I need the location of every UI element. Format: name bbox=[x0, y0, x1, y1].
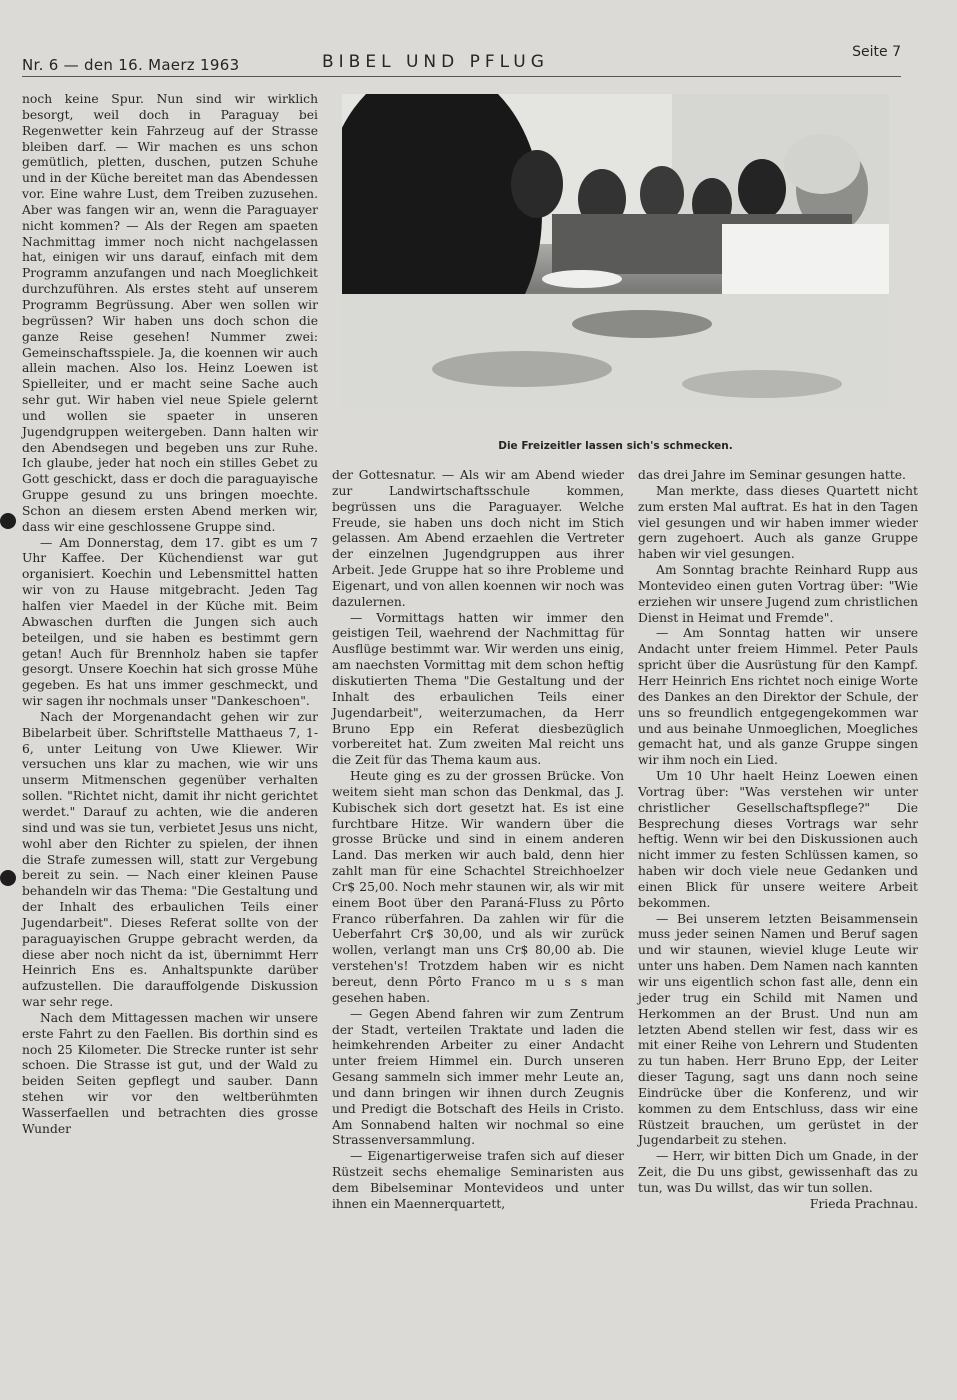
page-header bbox=[22, 44, 901, 78]
paragraph: — Vormittags hatten wir immer den geistigen Teil, waehrend der Nachmittag für Ausflüge bestimmt war. Wir werden uns einig, am naechsten Vormittag mit dem schon heftig diskutierten Thema "Die Gestaltung und der Inhalt des erbaulichen Teils einer Jugendarbeit", weiterzumachen, da Herr Bruno Epp ein Referat diesbezüglich vorbereitet hat. Zum zweiten Mal reicht uns die Zeit für das Thema kaum aus. bbox=[332, 610, 624, 768]
paragraph: Nach dem Mittagessen machen wir unsere erste Fahrt zu den Faellen. Bis dorthin sind es noch 25 Kilometer. Die Strecke runter ist sehr schoen. Die Strasse ist gut, und der Wald zu beiden Seiten gepflegt und sauber. Dann stehen wir vor den weltberühmten Wasserfaellen und betrachten dies grosse Wunder bbox=[22, 1010, 318, 1136]
photo-caption: Die Freizeitler lassen sich's schmecken. bbox=[498, 440, 733, 452]
paragraph bbox=[638, 1149, 918, 1211]
author-signature: Frieda Prachnau. bbox=[809, 1196, 918, 1211]
header-rule bbox=[22, 76, 901, 77]
paragraph: das drei Jahre im Seminar gesungen hatte. bbox=[638, 468, 906, 482]
page-number: Seite 7 bbox=[852, 44, 901, 60]
dining-photo bbox=[342, 94, 889, 410]
paragraph: Man merkte, dass dieses Quartett nicht zum ersten Mal auftrat. Es hat in den Tagen viel gesungen und wir haben immer wieder gern zugehoert. Auch als ganze Gruppe haben wir viel gesungen. bbox=[638, 483, 918, 562]
binder-hole-icon bbox=[0, 513, 16, 529]
paragraph: — Bei unserem letzten Beisammensein muss jeder seinen Namen und Beruf sagen und wir staunen, wieviel kluge Leute wir unter uns haben. Dem Namen nach kannten wir uns eigentlich schon fast alle, denn ein jeder trug ein Schild mit Namen und Herkommen an der Brust. Und nun am letzten Abend stellen wir fest, dass wir es mit einer Reihe von Lehrern und Studenten zu tun haben. Herr Bruno Epp, der Leiter dieser Tagung, sagt uns dann noch seine Eindrücke über die Konferenz, und wir kommen zu dem Entschluss, dass wir eine Rüstzeit brauchen, um gerüstet in der Jugendarbeit zu stehen. bbox=[638, 911, 918, 1148]
paragraph: — Gegen Abend fahren wir zum Zentrum der Stadt, verteilen Traktate und laden die heimkehrenden Arbeiter zu einer Andacht unter freiem Himmel ein. Durch unseren Gesang sammeln sich immer mehr Leute an, und dann bringen wir ihnen durch Zeugnis und Predigt die Botschaft des Heils in Cristo. Am Sonnabend halten wir nochmal so eine Strassenversammlung. bbox=[332, 1006, 624, 1148]
photo-illustration bbox=[342, 94, 889, 410]
paragraph: der Gottesnatur. — Als wir am Abend wieder zur Landwirtschaftsschule kommen, begrüssen uns die Paraguayer. Welche Freude, sie haben uns doch nicht im Stich gelassen. Am Abend erzaehlen die Vertreter der einzelnen Jugendgruppen aus ihrer Arbeit. Jede Gruppe hat so ihre Probleme und Eigenart, und von allen koennen wir noch was dazulernen. bbox=[332, 468, 624, 609]
paragraph: Um 10 Uhr haelt Heinz Loewen einen Vortrag über: "Was verstehen wir unter christlicher Gesellschaftspflege?" Die Besprechung dieses Vortrags war sehr heftig. Wenn wir bei den Diskussionen auch nicht immer zu festen Schlüssen kamen, so haben wir doch viele neue Gedanken und einen Blick für unsere weitere Arbeit bekommen. bbox=[638, 769, 918, 910]
paragraph: — Am Donnerstag, dem 17. gibt es um 7 Uhr Kaffee. Der Küchendienst war gut organisiert. Koechin und Lebensmittel hatten wir von zu Hause mitgebracht. Jeden Tag halfen vier Maedel in der Küche mit. Beim Abwaschen durften die Jungen sich auch beteilgen, und sie haben es bestimmt gern getan! Auch für Brennholz haben sie tapfer gesorgt. Unsere Koechin hat sich grosse Mühe gegeben. Es hat uns immer geschmeckt, und wir sagen ihr nochmals unser "Dankeschoen". bbox=[22, 535, 318, 709]
paragraph: Heute ging es zu der grossen Brücke. Von weitem sieht man schon das Denkmal, das J. Kubischek sich dort gesetzt hat. Es ist eine furchtbare Hitze. Wir wandern über die grosse Brücke und sind in einem anderen Land. Das merken wir auch bald, denn hier zahlt man für eine Schachtel Streichhoelzer Cr$ 25,00. Noch mehr staunen wir, als wir mit einem Boot über den Paraná-Fluss zu Pôrto Franco rüberfahren. Da zahlen wir für die Ueberfahrt Cr$ 30,00, und als wir zurück wollen, verlangt man uns Cr$ 80,00 ab. Die verstehen's! Trotzdem haben wir es nicht bereut, denn Pôrto Franco m u s s man gesehen haben. bbox=[332, 769, 624, 1005]
issue-line: Nr. 6 — den 16. Maerz 1963 bbox=[22, 56, 240, 74]
article-column-1 bbox=[22, 92, 318, 1138]
paragraph: noch keine Spur. Nun sind wir wirklich besorgt, weil doch in Paraguay bei Regenwetter kein Fahrzeug auf der Strasse bleiben darf. — Wir machen es uns schon gemütlich, pletten, duschen, putzen Schuhe und in der Küche bereitet man das Abendessen vor. Eine wahre Lust, dem Treiben zuzusehen. Aber was fangen wir an, wenn die Paraguayer nicht kommen? — Als der Regen am spaeten Nachmittag immer noch nicht nachgelassen hat, einigen wir uns darauf, einfach mit dem Programm anzufangen und nach Moeglichkeit durchzuführen. Als erstes steht auf unserem Programm Begrüssung. Aber wen sollen wir begrüssen? Wir haben uns doch schon die ganze Reise gesehen! Nummer zwei: Gemeinschaftsspiele. Ja, die koennen wir auch allein machen. Also los. Heinz Loewen ist Spielleiter, und er macht seine Sache auch sehr gut. Wir haben viel neue Spiele gelernt und wollen sie spaeter in unseren Jugendgruppen weitergeben. Dann halten wir den Abendsegen und begeben uns zur Ruhe. Ich glaube, jeder hat noch ein stilles Gebet zu Gott geschickt, dass er doch die paraguayische Gruppe gesund zu uns bringen moechte. Schon an diesem ersten Abend merken wir, dass wir eine geschlossene Gruppe sind. bbox=[22, 92, 318, 534]
paragraph: Nach der Morgenandacht gehen wir zur Bibelarbeit über. Schriftstelle Matthaeus 7, 1-6, unter Leitung von Uwe Kliewer. Wir versuchen uns klar zu machen, wie wir uns unserm Mitmenschen gegenüber verhalten sollen. "Richtet nicht, damit ihr nicht gerichtet werdet." Darauf zu achten, wie die anderen sind und was sie tun, verbietet Jesus uns nicht, wohl aber den Richter zu spielen, der ihnen die Strafe zumessen will, statt zur Vergebung bereit zu sein. — Nach einer kleinen Pause behandeln wir das Thema: "Die Gestaltung und der Inhalt des erbaulichen Teils einer Jugendarbeit". Dieses Referat sollte von der paraguayischen Gruppe gebracht werden, da diese aber noch nicht da ist, übernimmt Herr Heinrich Ens es. Anhaltspunkte darüber aufzustellen. Die darauffolgende Diskussion war sehr rege. bbox=[22, 709, 318, 1010]
paragraph: Am Sonntag brachte Reinhard Rupp aus Montevideo einen guten Vortrag über: "Wie erziehen wir unsere Jugend zum christlichen Dienst in Heimat und Fremde". bbox=[638, 563, 919, 625]
binder-hole-icon bbox=[0, 870, 16, 886]
article-column-2 bbox=[332, 468, 624, 1213]
paragraph: — Eigenartigerweise trafen sich auf dieser Rüstzeit sechs ehemalige Seminaristen aus dem Bibelseminar Montevideos und unter ihnen ein Maennerquartett, bbox=[332, 1149, 624, 1211]
closing-prayer: — Herr, wir bitten Dich um Gnade, in der Zeit, die Du uns gibst, gewissenhaft das zu tun, was Du willst, das wir tun sollen. bbox=[638, 1149, 918, 1195]
article-column-3 bbox=[638, 468, 918, 1213]
publication-title: BIBEL UND PFLUG bbox=[322, 52, 549, 72]
paragraph: — Am Sonntag hatten wir unsere Andacht unter freiem Himmel. Peter Pauls spricht über die Ausrüstung für den Kampf. Herr Heinrich Ens richtet noch einige Worte des Dankes an den Direktor der Schule, der uns so freundlich entgegengekommen war und aus beinahe Unmoeglichen, Moegliches gemacht hat, und als ganze Gruppe singen wir ihm noch ein Lied. bbox=[638, 626, 918, 768]
